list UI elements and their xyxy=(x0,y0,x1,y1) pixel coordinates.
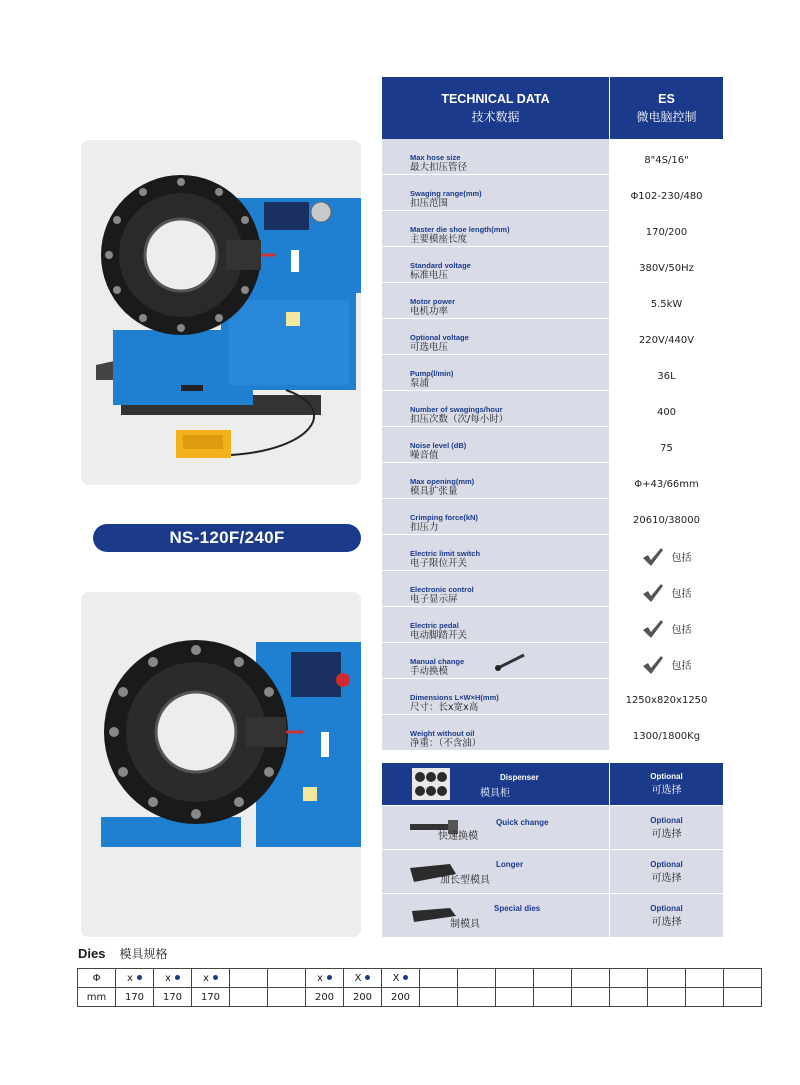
spec-row xyxy=(382,499,723,535)
spec-label-cn: 电子显示屏 xyxy=(410,594,458,605)
spec-label-en: Number of swagings/hour xyxy=(410,405,503,414)
spec-label-cn: 手动换模 xyxy=(410,666,449,677)
spec-value-text: Φ+43/66mm xyxy=(634,479,699,490)
spec-value xyxy=(610,427,723,462)
dies-cell-text: X xyxy=(392,972,400,984)
dispenser-icon xyxy=(412,768,450,800)
spec-row xyxy=(382,427,723,463)
dies-cell xyxy=(572,988,610,1007)
spec-label xyxy=(382,463,610,498)
spec-value-text: 400 xyxy=(656,407,677,418)
dies-cell xyxy=(78,969,116,988)
dies-cell-text: mm xyxy=(86,991,107,1003)
spec-label-en: Manual change xyxy=(410,657,465,666)
spec-value-text: 包括 xyxy=(671,625,692,636)
spec-value-text: 75 xyxy=(660,443,673,454)
spec-row xyxy=(382,715,723,751)
spec-label-en: Pump(l/min) xyxy=(410,369,454,378)
dot-icon xyxy=(403,975,408,980)
spec-label-en: Master die shoe length(mm) xyxy=(410,225,510,234)
spec-label xyxy=(382,535,610,570)
dies-cell-text: 170 xyxy=(200,991,221,1003)
spec-value xyxy=(610,679,723,714)
dies-cell xyxy=(344,988,382,1007)
spec-value xyxy=(610,211,723,246)
dies-cell xyxy=(230,969,268,988)
spec-value xyxy=(610,355,723,390)
spec-label-cn: 标准电压 xyxy=(410,270,449,281)
dot-icon xyxy=(213,975,218,980)
spec-label-en: Crimping force(kN) xyxy=(410,513,478,522)
spec-header-model-cn: 微电脑控制 xyxy=(636,109,697,124)
spec-value-text: 8"4S/16" xyxy=(644,155,689,166)
dies-cell xyxy=(382,969,420,988)
dies-cell xyxy=(268,988,306,1007)
spec-value xyxy=(610,139,723,174)
dies-cell xyxy=(534,969,572,988)
option-status: Optional xyxy=(650,815,683,825)
checkmark-icon xyxy=(642,547,664,567)
dies-cell xyxy=(686,969,724,988)
spec-label-cn: 电子限位开关 xyxy=(410,558,468,569)
dies-cell xyxy=(458,988,496,1007)
spec-label xyxy=(382,211,610,246)
spec-label-cn: 净重：（不含油） xyxy=(410,738,482,749)
spec-row xyxy=(382,463,723,499)
spec-value-text: 1250x820x1250 xyxy=(625,695,708,706)
machine-photo-full xyxy=(81,140,361,485)
spec-row xyxy=(382,211,723,247)
dies-cell xyxy=(116,988,154,1007)
spec-label-cn: 扣压次数（次/每小时） xyxy=(410,414,509,425)
spec-row xyxy=(382,247,723,283)
dies-cell xyxy=(572,969,610,988)
spec-label-en: Swaging range(mm) xyxy=(410,189,482,198)
spec-label-cn: 电动脚踏开关 xyxy=(410,630,468,641)
option-row-dispenser xyxy=(382,763,723,805)
option-status-cn: 可选择 xyxy=(651,785,682,796)
spec-value-text: 5.5kW xyxy=(650,299,683,310)
machine-photo-closeup xyxy=(81,592,361,937)
dies-cell xyxy=(420,988,458,1007)
spec-header-title-cn: 技术数据 xyxy=(471,109,520,124)
spec-label-en: Max opening(mm) xyxy=(410,477,475,486)
spec-label-cn: 扣压范围 xyxy=(410,198,449,209)
option-row-quick-change xyxy=(382,805,723,849)
dies-cell xyxy=(648,969,686,988)
spec-label xyxy=(382,247,610,282)
option-name-longer-cn: 加长型模具 xyxy=(440,875,490,886)
spec-label xyxy=(382,427,610,462)
dies-cell xyxy=(458,969,496,988)
spec-label-en: Motor power xyxy=(410,297,455,306)
spec-row xyxy=(382,643,723,679)
dies-title xyxy=(78,945,167,962)
spec-value xyxy=(610,643,723,678)
dies-table xyxy=(77,968,762,1007)
option-status: Optional xyxy=(650,859,683,869)
spec-value-text: 1300/1800Kg xyxy=(632,731,701,742)
option-status: Optional xyxy=(650,772,683,781)
option-name-dispenser-cn: 模具柜 xyxy=(480,788,510,799)
option-name-longer: Longer xyxy=(496,860,524,869)
spec-value xyxy=(610,283,723,318)
spec-label-cn: 噪音值 xyxy=(410,450,439,461)
dies-cell xyxy=(78,988,116,1007)
spec-label-cn: 模具扩张量 xyxy=(410,486,458,497)
spec-value-text: 220V/440V xyxy=(638,335,695,346)
spec-value xyxy=(610,571,723,606)
dies-cell xyxy=(648,988,686,1007)
spec-label xyxy=(382,715,610,750)
dot-icon xyxy=(137,975,142,980)
dies-cell-text: Φ xyxy=(92,972,101,984)
dies-cell xyxy=(496,969,534,988)
spec-label-en: Dimensions L×W×H(mm) xyxy=(410,693,499,702)
spec-label-cn: 电机功率 xyxy=(410,306,449,317)
dies-cell-text: x xyxy=(127,972,133,984)
spec-label xyxy=(382,175,610,210)
dies-cell-text: 200 xyxy=(314,991,335,1003)
spec-row xyxy=(382,607,723,643)
spec-label-en: Electronic control xyxy=(410,585,474,594)
option-name-dispenser: Dispenser xyxy=(500,773,539,782)
spec-value xyxy=(610,247,723,282)
dies-title-cn: 模具规格 xyxy=(119,947,168,961)
spec-value-text: 380V/50Hz xyxy=(639,263,694,274)
dies-cell-text: 200 xyxy=(390,991,411,1003)
spec-table-header xyxy=(382,77,723,139)
dies-row-length xyxy=(78,988,762,1007)
dot-icon xyxy=(175,975,180,980)
checkmark-icon xyxy=(642,619,664,639)
dies-cell xyxy=(724,969,762,988)
spec-value xyxy=(610,715,723,750)
spec-value-text: 包括 xyxy=(671,553,692,564)
spec-row xyxy=(382,535,723,571)
dies-cell-text: x xyxy=(165,972,171,984)
spec-label xyxy=(382,355,610,390)
option-name-special-dies-cn: 制模具 xyxy=(450,919,480,930)
dies-cell-text: X xyxy=(354,972,362,984)
dies-cell xyxy=(610,969,648,988)
spec-label-cn: 可选电压 xyxy=(410,342,449,353)
options-table xyxy=(382,763,723,937)
spec-label-en: Weight without oil xyxy=(410,729,475,738)
spec-row xyxy=(382,391,723,427)
technical-data-table xyxy=(382,77,723,751)
spec-value-text: 包括 xyxy=(671,661,692,672)
dies-cell xyxy=(306,988,344,1007)
spec-value-text: 36L xyxy=(657,371,676,382)
dies-cell-text: 170 xyxy=(162,991,183,1003)
spec-label xyxy=(382,499,610,534)
option-status-cn: 可选择 xyxy=(651,872,682,884)
spec-value-text: 包括 xyxy=(671,589,692,600)
spec-label-en: Electric pedal xyxy=(410,621,459,630)
spec-label-en: Standard voltage xyxy=(410,261,471,270)
spec-value xyxy=(610,463,723,498)
spec-value xyxy=(610,391,723,426)
dot-icon xyxy=(365,975,370,980)
dies-cell xyxy=(382,988,420,1007)
spec-header-model: ES xyxy=(658,91,675,106)
spec-value xyxy=(610,535,723,570)
spec-row xyxy=(382,175,723,211)
spec-label xyxy=(382,283,610,318)
dies-cell xyxy=(154,969,192,988)
dies-cell xyxy=(192,969,230,988)
dies-cell xyxy=(534,988,572,1007)
spec-label xyxy=(382,391,610,426)
spec-label-cn: 泵浦 xyxy=(410,378,430,389)
spec-value xyxy=(610,319,723,354)
dot-icon xyxy=(327,975,332,980)
spec-label xyxy=(382,319,610,354)
dies-cell xyxy=(192,988,230,1007)
spec-label-en: Electric limit switch xyxy=(410,549,481,558)
dies-cell xyxy=(344,969,382,988)
option-status-cn: 可选择 xyxy=(651,828,682,840)
spec-label xyxy=(382,607,610,642)
spec-label-cn: 主要模座长度 xyxy=(410,234,468,245)
option-status-cn: 可选择 xyxy=(651,916,682,928)
spec-value-text: Φ102-230/480 xyxy=(630,191,703,202)
dies-cell xyxy=(686,988,724,1007)
spec-label xyxy=(382,139,610,174)
dies-cell-text: x xyxy=(317,972,323,984)
dies-cell xyxy=(268,969,306,988)
dies-cell xyxy=(420,969,458,988)
spec-label-cn: 尺寸：长x宽x高 xyxy=(410,702,479,713)
spec-row xyxy=(382,679,723,715)
dies-cell-text: 170 xyxy=(124,991,145,1003)
spec-label-en: Optional voltage xyxy=(410,333,469,342)
spec-row xyxy=(382,283,723,319)
dies-cell xyxy=(230,988,268,1007)
spec-label xyxy=(382,679,610,714)
spec-value xyxy=(610,175,723,210)
spec-value-text: 20610/38000 xyxy=(633,515,700,526)
dies-cell xyxy=(154,988,192,1007)
spec-value-text: 170/200 xyxy=(645,227,688,238)
model-name-banner: NS-120F/240F xyxy=(93,524,361,552)
spec-label xyxy=(382,643,610,678)
spec-label-en: Max hose size xyxy=(410,153,461,162)
dies-row-diameter xyxy=(78,969,762,988)
option-row-special-dies xyxy=(382,893,723,937)
spec-label-cn: 最大扣压管径 xyxy=(410,162,468,173)
die-change-handle-icon xyxy=(492,651,528,671)
checkmark-icon xyxy=(642,655,664,675)
spec-value xyxy=(610,607,723,642)
spec-row xyxy=(382,571,723,607)
dies-cell xyxy=(496,988,534,1007)
dies-cell xyxy=(610,988,648,1007)
option-name-special-dies: Special dies xyxy=(494,904,541,913)
spec-row xyxy=(382,355,723,391)
dies-cell xyxy=(116,969,154,988)
spec-label-cn: 扣压力 xyxy=(410,522,439,533)
spec-label-en: Noise level (dB) xyxy=(410,441,467,450)
spec-row xyxy=(382,139,723,175)
dies-cell xyxy=(724,988,762,1007)
option-row-longer xyxy=(382,849,723,893)
option-name-quick-change: Quick change xyxy=(496,818,549,827)
spec-label xyxy=(382,571,610,606)
dies-title-en: Dies xyxy=(78,946,106,961)
dies-cell-text: x xyxy=(203,972,209,984)
spec-header-title: TECHNICAL DATA xyxy=(441,91,550,106)
option-status: Optional xyxy=(650,903,683,913)
spec-row xyxy=(382,319,723,355)
dies-cell-text: 200 xyxy=(352,991,373,1003)
spec-value xyxy=(610,499,723,534)
dies-cell xyxy=(306,969,344,988)
checkmark-icon xyxy=(642,583,664,603)
option-name-quick-change-cn: 快速换模 xyxy=(438,831,478,842)
